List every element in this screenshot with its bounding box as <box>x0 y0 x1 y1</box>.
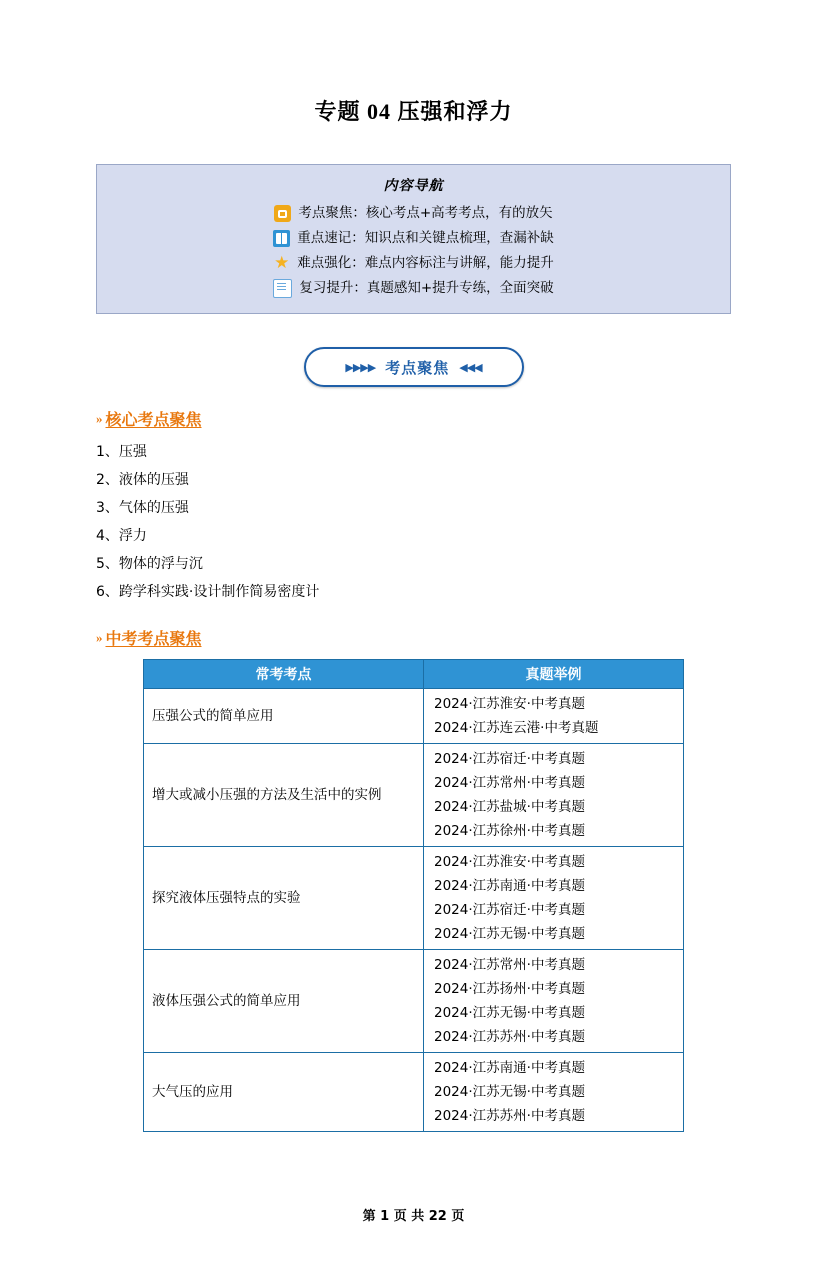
table-row <box>144 1053 684 1132</box>
section-badge-wrap <box>96 347 731 387</box>
section-heading-label: 核心考点聚焦 <box>105 412 202 429</box>
exam-focus-badge <box>304 347 524 387</box>
example-item: 2024·江苏宿迁·中考真题 <box>434 751 585 767</box>
arrows-left-icon: ◀◀◀ <box>459 361 482 374</box>
table-header-row <box>144 660 684 689</box>
nav-row-review <box>97 276 730 301</box>
example-item: 2024·江苏无锡·中考真题 <box>434 1084 585 1100</box>
key-points-list <box>96 438 731 606</box>
document-icon <box>273 279 292 298</box>
list-item: 6、跨学科实践·设计制作简易密度计 <box>96 584 320 600</box>
cell-examples <box>424 950 684 1053</box>
camera-icon <box>274 205 291 222</box>
page-title: 专题 04 压强和浮力 <box>314 99 513 124</box>
cell-examples <box>424 1053 684 1132</box>
page-footer: 第 1 页 共 22 页 <box>362 1209 465 1224</box>
example-item: 2024·江苏常州·中考真题 <box>434 957 585 973</box>
list-item: 1、压强 <box>96 444 147 460</box>
nav-row-focus <box>97 201 730 226</box>
nav-row-label: 复习提升：真题感知+提升专练，全面突破 <box>299 280 554 296</box>
book-icon <box>273 230 290 247</box>
example-item: 2024·江苏南通·中考真题 <box>434 1060 585 1076</box>
nav-row-label: 重点速记：知识点和关键点梳理，查漏补缺 <box>297 230 554 246</box>
badge-label: 考点聚焦 <box>385 360 450 377</box>
section-heading-label: 中考考点聚焦 <box>105 631 202 648</box>
nav-row-notes <box>97 226 730 251</box>
example-item: 2024·江苏扬州·中考真题 <box>434 981 585 997</box>
table-row <box>144 689 684 744</box>
chevron-right-icon: » <box>96 629 100 645</box>
cell-examples <box>424 689 684 744</box>
example-item: 2024·江苏盐城·中考真题 <box>434 799 585 815</box>
cell-topic: 增大或减小压强的方法及生活中的实例 <box>144 744 424 847</box>
document-page <box>0 95 827 1264</box>
nav-row-difficulty <box>97 251 730 276</box>
example-item: 2024·江苏苏州·中考真题 <box>434 1029 585 1045</box>
cell-examples <box>424 744 684 847</box>
nav-row-label: 难点强化：难点内容标注与讲解，能力提升 <box>297 255 554 271</box>
example-item: 2024·江苏苏州·中考真题 <box>434 1108 585 1124</box>
list-item: 4、浮力 <box>96 528 147 544</box>
table-row <box>144 950 684 1053</box>
list-item: 3、气体的压强 <box>96 500 189 516</box>
cell-topic: 液体压强公式的简单应用 <box>144 950 424 1053</box>
example-item: 2024·江苏淮安·中考真题 <box>434 696 585 712</box>
column-header-examples: 真题举例 <box>424 660 684 689</box>
nav-box-title: 内容导航 <box>383 179 444 194</box>
example-item: 2024·江苏常州·中考真题 <box>434 775 585 791</box>
example-item: 2024·江苏淮安·中考真题 <box>434 854 585 870</box>
example-item: 2024·江苏无锡·中考真题 <box>434 1005 585 1021</box>
cell-topic: 大气压的应用 <box>144 1053 424 1132</box>
section-heading-zhongkao <box>96 626 731 649</box>
section-heading-core <box>96 407 731 430</box>
cell-topic: 压强公式的简单应用 <box>144 689 424 744</box>
content-navigation-box <box>96 164 731 314</box>
example-item: 2024·江苏南通·中考真题 <box>434 878 585 894</box>
list-item: 2、液体的压强 <box>96 472 189 488</box>
star-icon: ★ <box>274 253 290 273</box>
nav-row-label: 考点聚焦：核心考点+高考考点，有的放矢 <box>298 205 553 221</box>
table-row <box>144 744 684 847</box>
example-item: 2024·江苏徐州·中考真题 <box>434 823 585 839</box>
example-item: 2024·江苏无锡·中考真题 <box>434 926 585 942</box>
arrows-right-icon: ▶▶▶▶ <box>345 361 376 374</box>
cell-topic: 探究液体压强特点的实验 <box>144 847 424 950</box>
list-item: 5、物体的浮与沉 <box>96 556 203 572</box>
exam-points-table <box>143 659 684 1132</box>
table-row <box>144 847 684 950</box>
cell-examples <box>424 847 684 950</box>
example-item: 2024·江苏宿迁·中考真题 <box>434 902 585 918</box>
column-header-topic: 常考考点 <box>144 660 424 689</box>
example-item: 2024·江苏连云港·中考真题 <box>434 720 599 736</box>
chevron-right-icon: » <box>96 410 100 426</box>
